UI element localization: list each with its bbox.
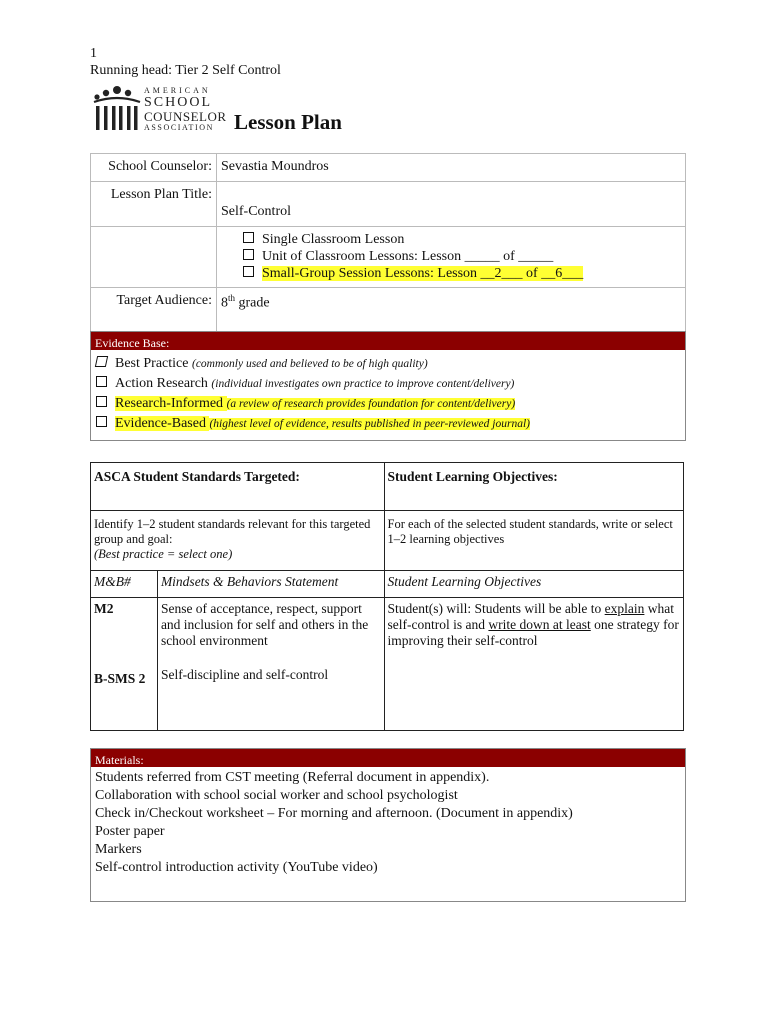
lesson-type-options <box>217 227 685 287</box>
lesson-title-row <box>91 182 685 227</box>
evidence-option[interactable]: Action Research (individual investigates own practice to improve content/delivery) <box>96 374 681 394</box>
counselor-label: School Counselor: <box>91 154 217 181</box>
lesson-title-value: Self-Control <box>221 204 291 219</box>
standards-header-row <box>91 463 684 511</box>
learning-objective: Student(s) will: Students will be able to explain what self-control is and write down at least one strategy for improving their self-control <box>384 598 683 731</box>
lesson-type-option[interactable]: Unit of Classroom Lessons: Lesson _____ of _____ <box>243 248 681 265</box>
standards-header: ASCA Student Standards Targeted: <box>91 463 385 511</box>
instructions-row <box>91 511 684 571</box>
checkbox-icon[interactable] <box>243 266 254 277</box>
material-item: Collaboration with school social worker and school psychologist <box>95 788 458 803</box>
checkbox-icon[interactable] <box>96 416 107 427</box>
objectives-instructions: For each of the selected student standards, write or select 1–2 learning objectives <box>384 511 683 571</box>
page-title: Lesson Plan <box>234 110 342 134</box>
standard-code: M2 <box>94 601 114 616</box>
lesson-info-table <box>90 153 686 332</box>
counselor-row <box>91 154 685 182</box>
lesson-type-option[interactable]: Single Classroom Lesson <box>243 231 681 248</box>
evidence-base-section <box>90 331 686 441</box>
material-item: Self-control introduction activity (YouTube video) <box>95 860 378 875</box>
logo-line-3: COUNSELOR <box>144 109 227 124</box>
asca-figures-icon <box>92 84 142 132</box>
materials-header: Materials: <box>91 749 685 767</box>
asca-logo <box>92 84 232 134</box>
materials-section <box>90 748 686 902</box>
materials-list <box>91 767 685 901</box>
evidence-option[interactable]: Evidence-Based (highest level of evidence, results published in peer-reviewed journal) <box>96 414 681 434</box>
standards-content-row <box>91 598 684 731</box>
checkbox-icon[interactable] <box>96 396 107 407</box>
standards-instructions: Identify 1–2 student standards relevant for this targeted group and goal: (Best practice = select one) <box>91 511 385 571</box>
audience-row <box>91 288 685 331</box>
lesson-type-row <box>91 227 685 288</box>
evidence-option[interactable]: Research-Informed (a review of research provides foundation for content/delivery) <box>96 394 681 414</box>
logo-line-2: SCHOOL <box>144 95 213 110</box>
lesson-type-option[interactable]: Small-Group Session Lessons: Lesson __2___ of __6___ <box>243 265 681 282</box>
audience-label: Target Audience: <box>91 288 217 331</box>
checkbox-icon[interactable] <box>243 232 254 243</box>
lesson-title-label: Lesson Plan Title: <box>91 182 217 226</box>
standard-statement: Sense of acceptance, respect, support and inclusion for self and others in the school environment <box>160 601 369 648</box>
subheader-row <box>91 571 684 598</box>
standard-statement: Self-discipline and self-control <box>160 667 329 682</box>
running-head: Running head: Tier 2 Self Control <box>90 63 281 78</box>
material-item: Poster paper <box>95 824 165 839</box>
material-item: Students referred from CST meeting (Referral document in appendix). <box>95 770 490 785</box>
evidence-base-list <box>91 350 685 440</box>
evidence-base-header: Evidence Base: <box>91 332 685 350</box>
audience-value: 8th grade <box>221 293 270 311</box>
standard-statements <box>157 598 384 731</box>
code-subheader: M&B# <box>91 571 158 598</box>
standard-code: B-SMS 2 <box>94 671 146 686</box>
evidence-option[interactable]: Best Practice (commonly used and believed to be of high quality) <box>96 354 681 374</box>
logo-line-1: AMERICAN <box>144 86 211 95</box>
lesson-type-label <box>91 227 217 287</box>
counselor-value: Sevastia Moundros <box>221 159 329 174</box>
checkbox-icon[interactable] <box>96 376 107 387</box>
objectives-subheader: Student Learning Objectives <box>384 571 683 598</box>
material-item: Markers <box>95 842 142 857</box>
material-item: Check in/Checkout worksheet – For morning and afternoon. (Document in appendix) <box>95 806 573 821</box>
page-number: 1 <box>90 46 97 61</box>
standards-table <box>90 462 684 731</box>
checkbox-icon[interactable] <box>95 356 108 367</box>
logo-line-4: ASSOCIATION <box>144 123 215 132</box>
checkbox-icon[interactable] <box>243 249 254 260</box>
objectives-header: Student Learning Objectives: <box>384 463 683 511</box>
statement-subheader: Mindsets & Behaviors Statement <box>157 571 384 598</box>
standard-codes <box>91 598 158 731</box>
